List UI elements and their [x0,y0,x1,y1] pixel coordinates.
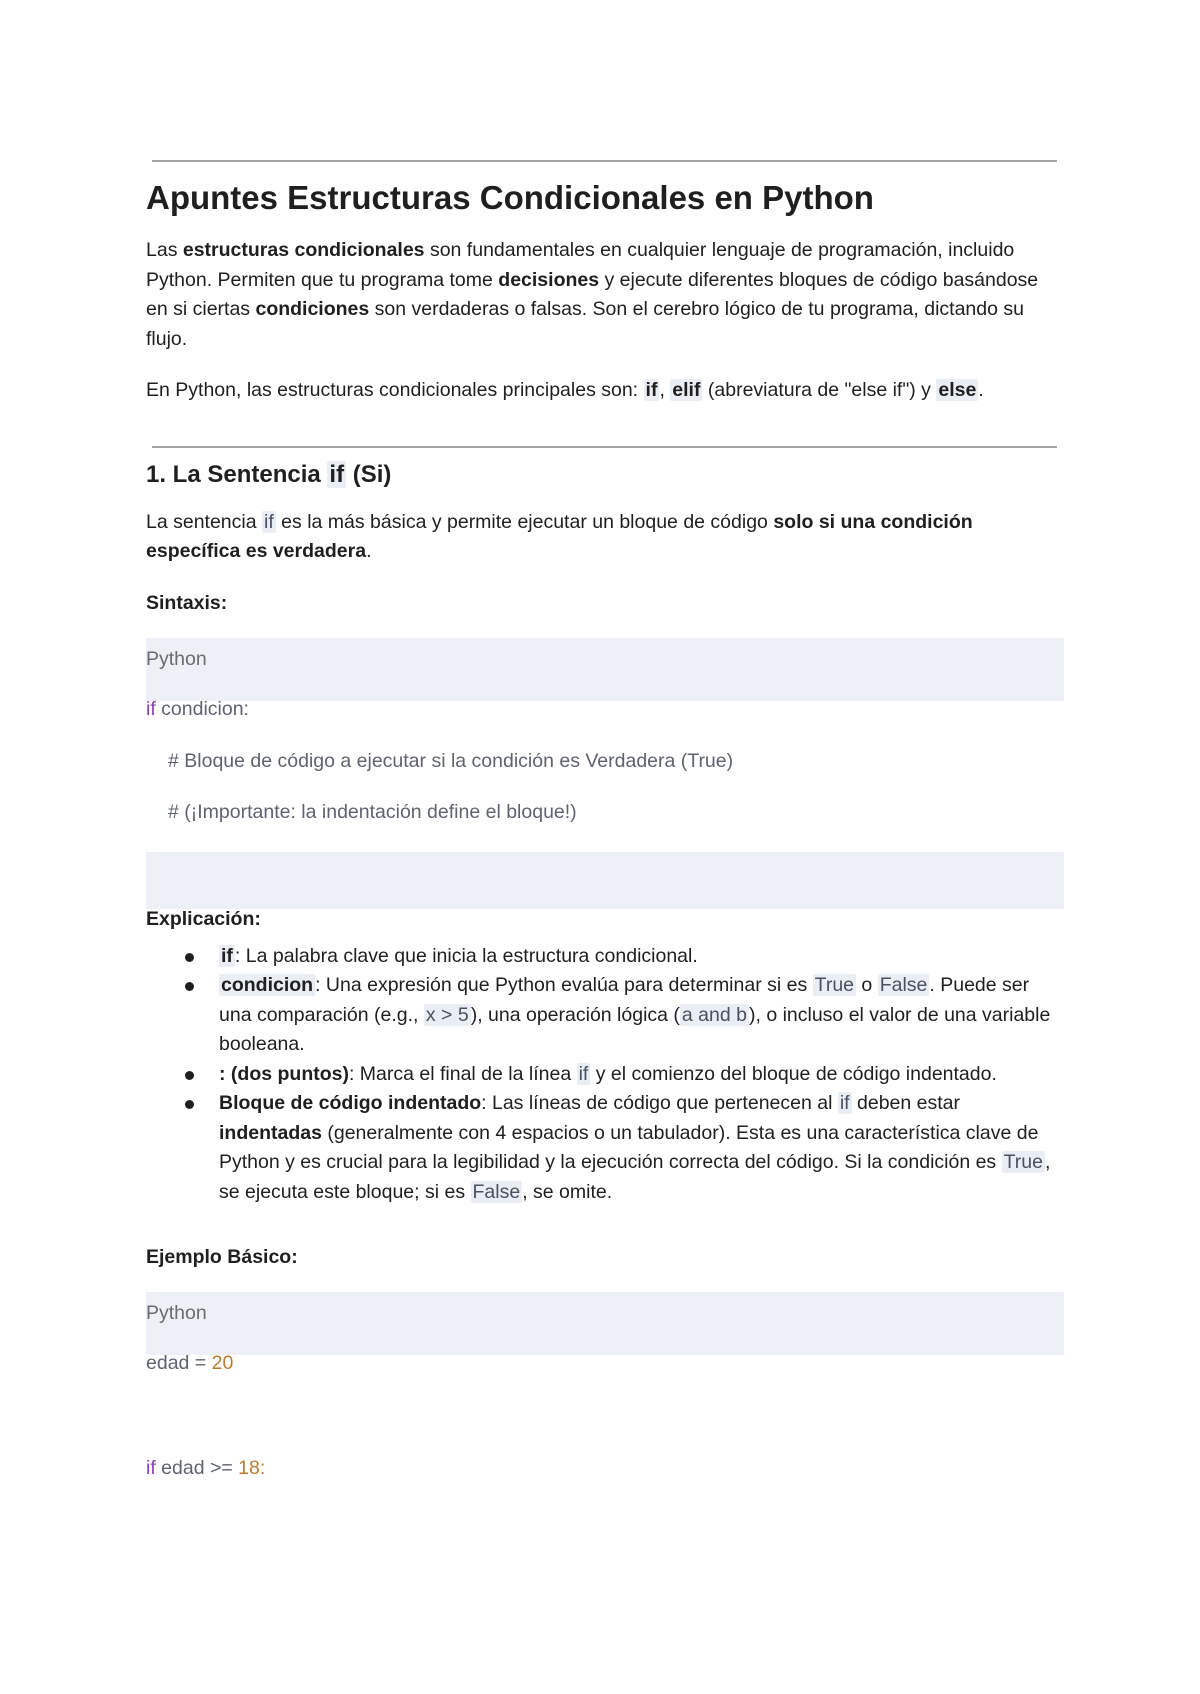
horizontal-rule-section [152,446,1057,448]
text: (abreviatura de "else if") y [702,379,937,401]
list-item [146,1060,1064,1090]
bold-text: estructuras condicionales [182,239,425,261]
bold-text: : (dos puntos) [219,1062,349,1085]
text: , se ejecuta este bloque; si es [219,1151,1051,1203]
intro-paragraph-2 [146,376,1064,406]
code-comment: # Bloque de código a ejecutar si la condición es Verdadera (True) [168,749,734,772]
inline-code: if [645,379,658,401]
code-block-language-header: Python [146,1292,1064,1355]
code-block-language-header: Python [146,638,1064,701]
list-item [146,1089,1064,1207]
text: , se omite. [522,1180,613,1203]
explanation-list [146,942,1064,1208]
explanation-label: Explicación: [146,907,261,930]
text: es la más básica y permite ejecutar un bloque de código [275,510,774,533]
text: : La palabra clave que inicia la estructura condicional. [234,944,698,967]
list-item [146,942,1064,972]
text: ), una operación lógica ( [470,1003,680,1026]
inline-code: if [578,1062,589,1085]
text: , [659,379,671,401]
text: son fundamentales en cualquier lenguaje de programación, incluido Python. Permiten que tu programa tome [146,239,1015,291]
code-keyword: if [146,697,156,720]
text: La sentencia [146,510,263,533]
inline-code: if [329,460,345,488]
code-number: 18 [238,1457,260,1479]
text: y ejecute diferentes bloques de código basándose en si ciertas [146,268,1039,320]
inline-code: False [472,1180,521,1203]
bullet-icon [185,982,194,991]
syntax-label: Sintaxis: [146,591,228,614]
bold-text: Bloque de código indentado [219,1092,482,1114]
text: . [978,379,984,401]
bullet-icon [185,953,194,962]
document-content [146,160,1064,1483]
inline-code: if [264,510,274,533]
section-description [146,508,1064,567]
inline-code: condicion [221,974,314,996]
code-text: : [259,1457,266,1479]
inline-code: else [938,379,977,401]
page-title: Apuntes Estructuras Condicionales en Python [146,179,874,216]
text: . Puede ser una comparación (e.g., [219,974,1030,1026]
bold-text: condiciones [255,298,370,320]
inline-code: False [879,974,928,996]
code-number: 20 [211,1352,234,1374]
inline-code: True [814,974,855,996]
text: deben estar [851,1092,961,1114]
text: : Marca el final de la línea [348,1062,577,1085]
inline-code: x > 5 [425,1003,469,1026]
bold-text: solo si una condición específica es verdadera [146,510,973,562]
example-label: Ejemplo Básico: [146,1246,298,1268]
text: : Las líneas de código que pertenecen al [481,1092,838,1114]
text: : Una expresión que Python evalúa para determinar si es [315,974,813,996]
text: . [366,540,372,562]
intro-paragraph-1 [146,236,1064,354]
text: son verdaderas o falsas. Son el cerebro lógico de tu programa, dictando su flujo. [146,298,1024,350]
text: y el comienzo del bloque de código indentado. [590,1062,997,1085]
text: ), o incluso el valor de una variable booleana. [219,1003,1051,1055]
code-text: edad >= [155,1457,239,1479]
bullet-icon [185,1100,194,1109]
inline-code: a and b [681,1003,747,1026]
code-comment: # (¡Importante: la indentación define el bloque!) [168,800,577,823]
code-line [146,1349,1064,1378]
horizontal-rule-top [152,160,1057,162]
inline-code: if [221,944,233,967]
code-keyword: if [146,1457,156,1479]
text: En Python, las estructuras condicionales principales son: [146,379,644,401]
code-line [146,695,1064,724]
code-text: condicion: [155,697,249,720]
inline-code: if [839,1092,850,1114]
code-line [146,1454,1064,1483]
inline-code: elif [672,379,701,401]
text: (Si) [346,460,392,488]
inline-code: True [1003,1151,1043,1173]
text: 1. La Sentencia [146,460,328,488]
code-text: edad = [146,1352,212,1374]
bullet-icon [185,1071,194,1080]
text: (generalmente con 4 espacios o un tabulador). Esta es una característica clave de Python y es crucial para la legibilidad y la ejecución correcta del código. Si la condición es [219,1121,1039,1173]
section-heading [146,458,1064,492]
text: Las [146,239,183,261]
code-block-footer [146,852,1064,909]
text: o [856,974,878,996]
list-item [146,971,1064,1060]
bold-text: indentadas [219,1121,322,1144]
bold-text: decisiones [498,268,600,291]
